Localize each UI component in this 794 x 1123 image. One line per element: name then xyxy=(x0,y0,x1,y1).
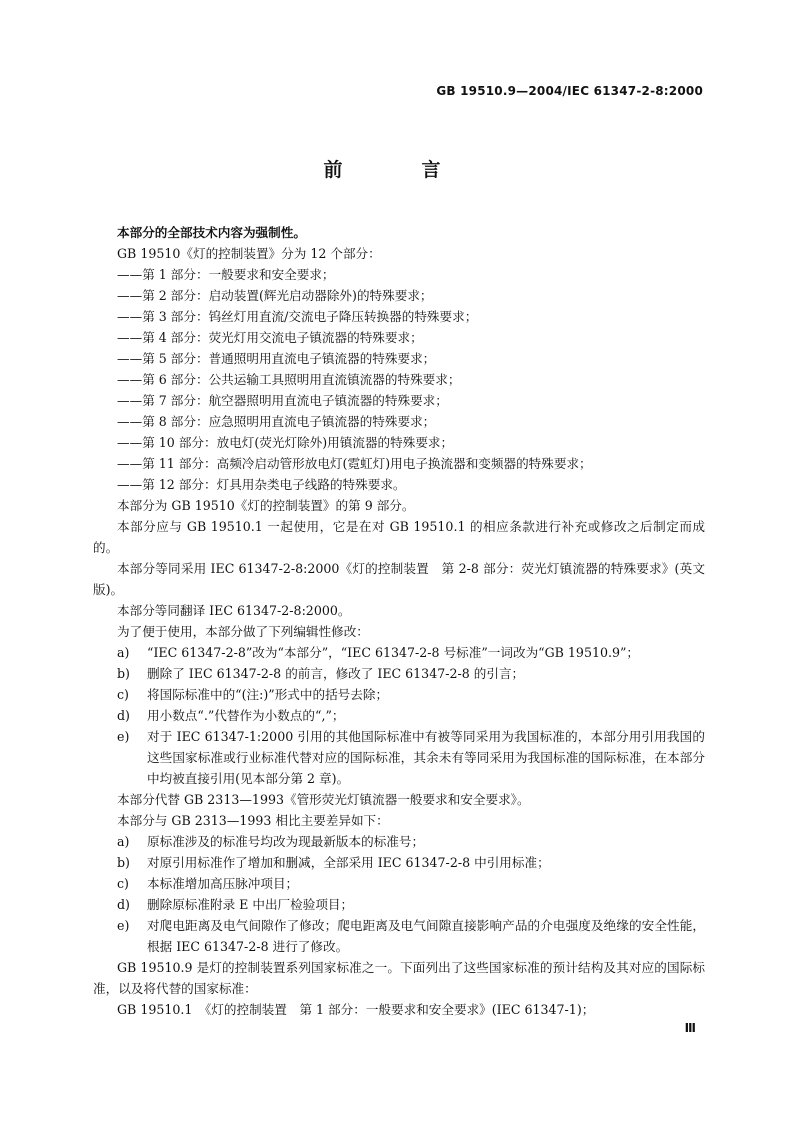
item-label: e) xyxy=(117,918,130,933)
edit-list xyxy=(117,642,705,789)
item-label: a) xyxy=(117,645,130,660)
list-item xyxy=(117,831,705,852)
list-item xyxy=(117,726,705,789)
gb-19510-1-entry: GB 19510.1 《灯的控制装置 第 1 部分：一般要求和安全要求》(IEC 61347-1)； xyxy=(117,1002,595,1017)
list-item xyxy=(117,705,705,726)
list-item: ——第 1 部分：一般要求和安全要求； xyxy=(117,267,335,282)
translation-statement: 本部分等同翻译 IEC 61347-2-8:2000。 xyxy=(117,603,351,618)
mandatory-statement: 本部分的全部技术内容为强制性。 xyxy=(117,225,306,240)
replacement-statement: 本部分代替 GB 2313—1993《管形荧光灯镇流器一般要求和安全要求》。 xyxy=(117,792,530,807)
list-item: ——第 8 部分：应急照明用直流电子镇流器的特殊要求； xyxy=(117,414,436,429)
item-text: 对于 IEC 61347-1:2000 引用的其他国际标准中有被等同采用为我国标准的，本部分用引用我国的这些国家标准或行业标准代替对应的国际标准，其余未有等同采用为我国标准的国际标准，在本部分中均被直接引用(见本部分第 2 章)。 xyxy=(147,729,705,786)
series-paragraph: GB 19510.9 是灯的控制装置系列国家标准之一。下面列出了这些国家标准的预计结构及其对应的国际标准，以及将代替的国家标准： xyxy=(93,960,705,996)
list-item: ——第 2 部分：启动装置(辉光启动器除外)的特殊要求； xyxy=(117,288,433,303)
differences-list xyxy=(117,831,705,957)
differences-intro: 本部分与 GB 2313—1993 相比主要差异如下： xyxy=(117,813,389,828)
edit-intro: 为了便于使用，本部分做了下列编辑性修改： xyxy=(117,624,369,639)
foreword-body xyxy=(93,222,705,1020)
list-item: ——第 11 部分：高频冷启动管形放电灯(霓虹灯)用电子换流器和变频器的特殊要求； xyxy=(117,456,592,471)
item-label: c) xyxy=(117,687,129,702)
item-text: 用小数点“.”代替作为小数点的“,”； xyxy=(147,708,345,723)
list-item: ——第 10 部分：放电灯(荧光灯除外)用镇流器的特殊要求； xyxy=(117,435,454,450)
item-label: d) xyxy=(117,708,130,723)
parts-list xyxy=(117,264,705,495)
list-item xyxy=(117,894,705,915)
item-label: b) xyxy=(117,855,130,870)
list-item: ——第 3 部分：钨丝灯用直流/交流电子降压转换器的特殊要求； xyxy=(117,309,478,324)
list-item: ——第 5 部分：普通照明用直流电子镇流器的特殊要求； xyxy=(117,351,436,366)
item-label: e) xyxy=(117,729,130,744)
item-text: 本标准增加高压脉冲项目； xyxy=(147,876,299,891)
usage-paragraph: 本部分应与 GB 19510.1 一起使用，它是在对 GB 19510.1 的相应条款进行补充或修改之后制定而成的。 xyxy=(93,519,705,555)
item-text: 对原引用标准作了增加和删减，全部采用 IEC 61347-2-8 中引用标准； xyxy=(147,855,550,870)
item-text: “IEC 61347-2-8”改为“本部分”，“IEC 61347-2-8 号标准”一词改为“GB 19510.9”； xyxy=(147,645,640,660)
list-item: ——第 4 部分：荧光灯用交流电子镇流器的特殊要求； xyxy=(117,330,423,345)
item-text: 将国际标准中的“(注:)”形式中的括号去除； xyxy=(147,687,389,702)
list-item xyxy=(117,663,705,684)
list-item: ——第 7 部分：航空器照明用直流电子镇流器的特殊要求； xyxy=(117,393,448,408)
standard-code-header: GB 19510.9—2004/IEC 61347-2-8:2000 xyxy=(436,84,703,98)
list-item xyxy=(117,915,705,957)
list-item: ——第 6 部分：公共运输工具照明用直流镇流器的特殊要求； xyxy=(117,372,461,387)
list-item xyxy=(117,873,705,894)
item-text: 删除了 IEC 61347-2-8 的前言，修改了 IEC 61347-2-8 的引言； xyxy=(147,666,525,681)
list-item xyxy=(117,684,705,705)
page-number: Ⅲ xyxy=(684,1021,696,1035)
item-text: 对爬电距离及电气间隙作了修改；爬电距离及电气间隙直接影响产品的介电强度及绝缘的安全性能，根据 IEC 61347-2-8 进行了修改。 xyxy=(147,918,705,954)
item-text: 原标准涉及的标准号均改为现最新版本的标准号； xyxy=(147,834,425,849)
equivalence-paragraph: 本部分等同采用 IEC 61347-2-8:2000《灯的控制装置 第 2-8 部分：荧光灯镇流器的特殊要求》(英文版)。 xyxy=(93,561,705,597)
part9-statement: 本部分为 GB 19510《灯的控制装置》的第 9 部分。 xyxy=(117,498,415,513)
series-intro: GB 19510《灯的控制装置》分为 12 个部分： xyxy=(117,246,381,261)
item-label: a) xyxy=(117,834,130,849)
item-text: 删除原标准附录 E 中出厂检验项目； xyxy=(147,897,354,912)
item-label: b) xyxy=(117,666,130,681)
page-title: 前 言 xyxy=(323,159,471,181)
list-item xyxy=(117,852,705,873)
list-item xyxy=(117,642,705,663)
item-label: d) xyxy=(117,897,130,912)
list-item: ——第 12 部分：灯具用杂类电子线路的特殊要求。 xyxy=(117,477,406,492)
item-label: c) xyxy=(117,876,129,891)
